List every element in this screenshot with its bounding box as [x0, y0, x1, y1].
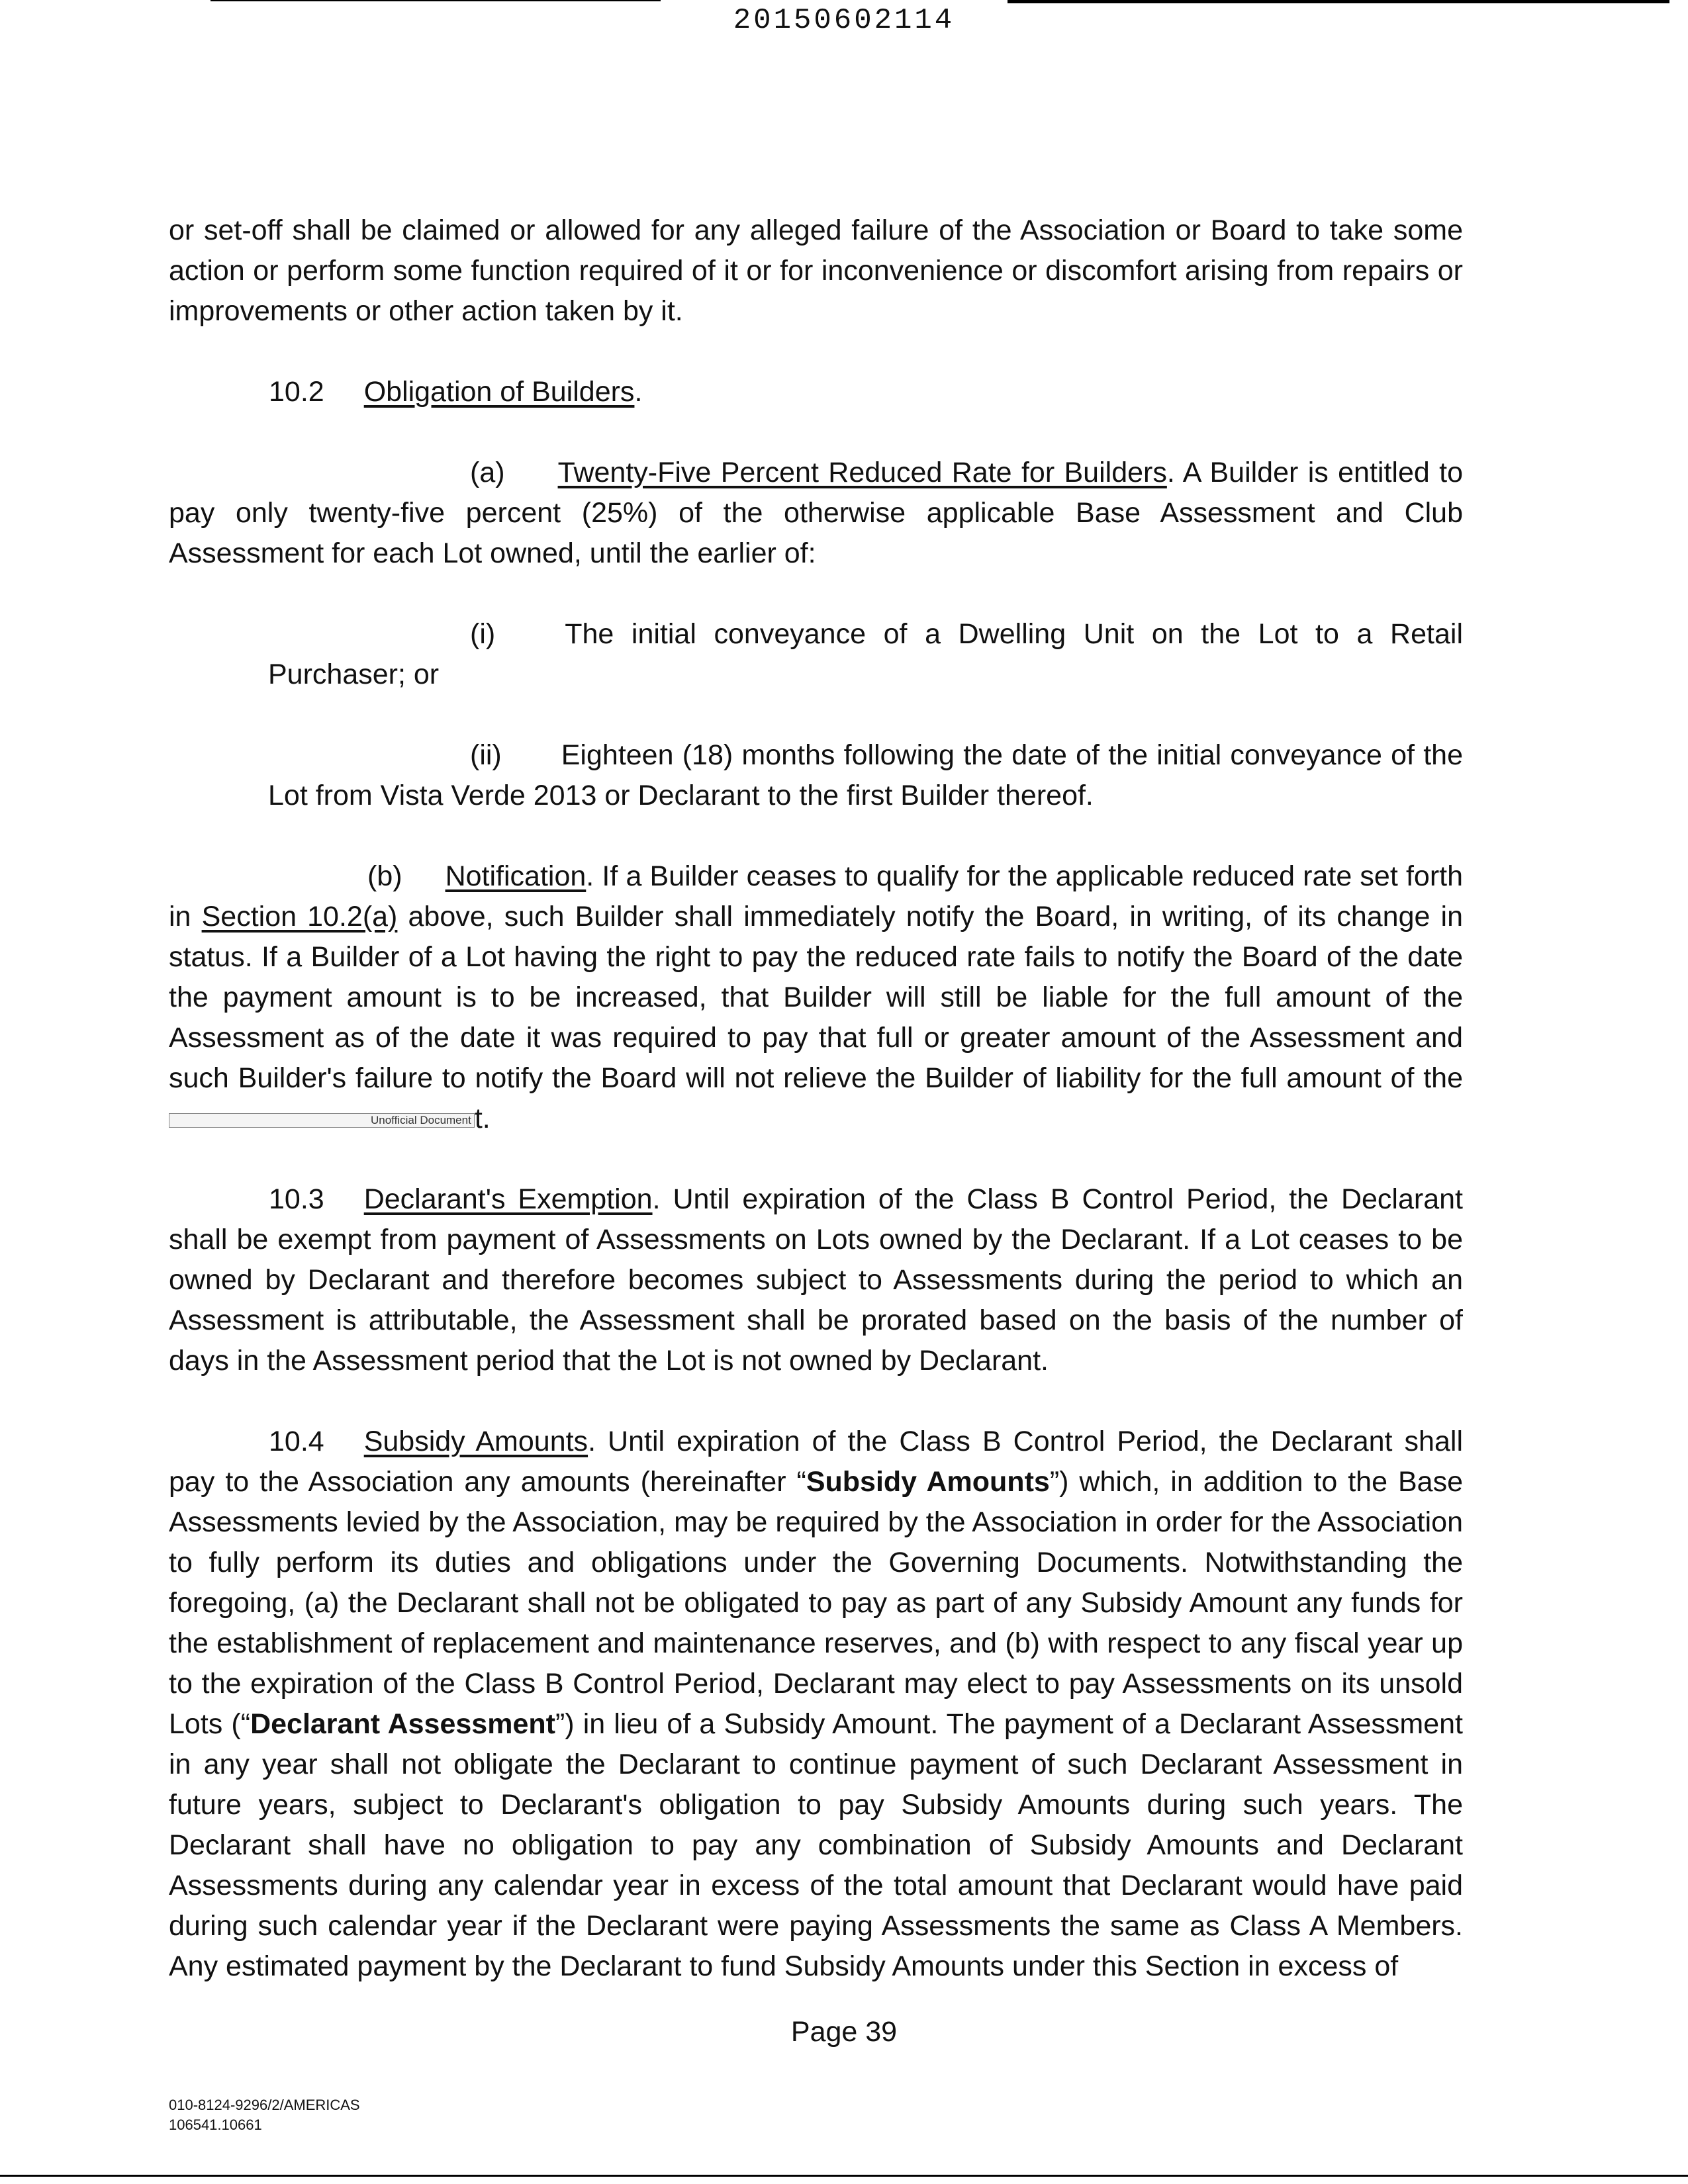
intro-paragraph: or set-off shall be claimed or allowed for any alleged failure of the Association or Board to take some action or perform some function required of it or for inconvenience or discomfort arising from repairs or improvements or other action taken by it.	[169, 214, 1463, 327]
matter-code: 106541.10661	[169, 2116, 262, 2133]
section-text: ”) in lieu of a Subsidy Amount. The payment of a Declarant Assessment in any year shall not obligate the Declarant to continue payment of such Declarant Assessment in future years, subject to Declarant's obligation to pay Subsidy Amounts during such years. The Declarant shall have no obligation to pay any combination of Subsidy Amounts and Declarant Assessments during any calendar year in excess of the total amount that Declarant would have paid during such calendar year if the Declarant were paying Assessments the same as Class A Members. Any estimated payment by the Declarant to fund Subsidy Amounts under this Section in excess of	[169, 1708, 1463, 1982]
section-number: 10.3	[269, 1183, 324, 1215]
section-reference: Section 10.2(a)	[201, 901, 398, 933]
page-number: Page 39	[790, 2016, 898, 2048]
section-10-4	[169, 1422, 1463, 1987]
subsection-title: Twenty-Five Percent Reduced Rate for Builders	[557, 457, 1167, 488]
section-number: 10.2	[269, 376, 324, 408]
item-label: (ii)	[470, 739, 502, 771]
subsection-label: (a)	[470, 457, 505, 488]
section-text: . Until expiration of the Class B Control Period, the Declarant shall be exempt from payment of Assessments on Lots owned by the Declarant. If a Lot ceases to be owned by Declarant and therefore becomes subject to Assessments during the period to which an Assessment is attributable, the Assessment shall be prorated based on the basis of the number of days in the Assessment period that the Lot is not owned by Declarant.	[169, 1183, 1463, 1377]
section-number: 10.4	[269, 1426, 324, 1457]
subsection-text: . If a Builder ceases to qualify for the applicable reduced rate set forth in	[169, 860, 1463, 933]
subsection-text: above, such Builder shall immediately notify the Board, in writing, of its change in status. If a Builder of a Lot having the right to pay the reduced rate fails to notify the Board of the date the payment amount is to be increased, that Builder will still be liable for the full amount of the Assessment as of the date it was required to pay that full or greater amount of the Assessment and such Builder's failure to notify the Board will not relieve the Builder of liability for the full amount of the	[169, 901, 1463, 1094]
document-code: 010-8124-9296/2/AMERICAS	[169, 2097, 360, 2113]
unofficial-document-stamp: Unofficial Document	[169, 1113, 475, 1128]
top-rule-right	[1008, 0, 1669, 3]
section-text: . Until expiration of the Class B Control Period, the Declarant shall pay to the Association any amounts (hereinafter “	[169, 1426, 1463, 1498]
defined-term: Subsidy Amounts	[806, 1466, 1050, 1498]
section-text: ”) which, in addition to the Base Assessments levied by the Association, may be required by the Association in order for the Association to fully perform its duties and obligations under the Governing Documents. Notwithstanding the foregoing, (a) the Declarant shall not be obligated to pay as part of any Subsidy Amount any funds for the establishment of replacement and maintenance reserves, and (b) with respect to any fiscal year up to the expiration of the Class B Control Period, Declarant may elect to pay Assessments on its unsold Lots (“	[169, 1466, 1463, 1740]
defined-term: Declarant Assessment	[250, 1708, 555, 1740]
section-title: Subsidy Amounts	[363, 1426, 588, 1457]
document-body	[169, 210, 1463, 1987]
section-10-2a	[169, 453, 1463, 574]
top-rule-left	[211, 0, 661, 1]
section-10-2a-ii	[169, 735, 1463, 816]
section-10-2b	[169, 856, 1463, 1139]
subsection-title: Notification	[445, 860, 586, 892]
bottom-rule	[0, 2175, 1688, 2177]
section-10-2a-i	[169, 614, 1463, 695]
section-10-2-heading	[169, 372, 1463, 412]
item-label: (i)	[470, 618, 496, 650]
subsection-text: . A Builder is entitled to pay only twenty-five percent (25%) of the otherwise applicable Base Assessment and Club Assessment for each Lot owned, until the earlier of:	[169, 457, 1464, 569]
subsection-label: (b)	[367, 860, 402, 892]
item-text: The initial conveyance of a Dwelling Unit on the Lot to a Retail Purchaser; or	[268, 618, 1463, 690]
document-number: 20150602114	[733, 4, 955, 37]
section-title: Obligation of Builders	[363, 376, 635, 408]
item-text: Eighteen (18) months following the date of the initial conveyance of the Lot from Vista Verde 2013 or Declarant to the first Builder thereof.	[268, 739, 1463, 811]
subsection-text-end: t.	[474, 1103, 491, 1134]
heading-period: .	[634, 376, 643, 408]
section-title: Declarant's Exemption	[363, 1183, 653, 1215]
footer-codes	[169, 2095, 360, 2135]
section-10-3	[169, 1179, 1463, 1381]
